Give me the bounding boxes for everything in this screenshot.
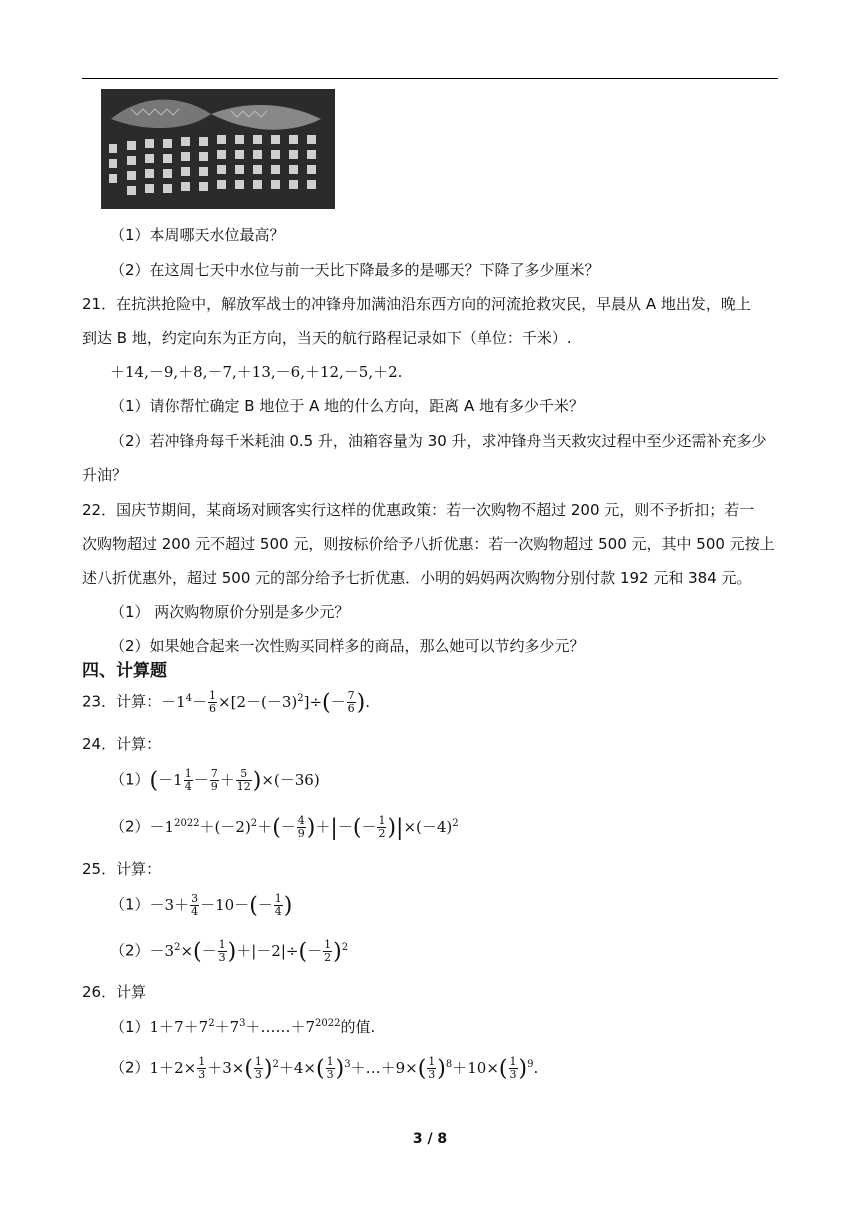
q26-sub1-expression: $1+7+7^2+7^3+\dots\dots+7^{2022}$ — [149, 1018, 341, 1036]
q21-sub1: （1）请你帮忙确定 B 地位于 A 地的什么方向，距离 A 地有多少千米？ — [110, 397, 584, 415]
q24-sub2-expression: $-1^{2022}+(-2)^2+(-$ $\frac{4}{9}$ )＋|－(－ $\frac{1}{2}$ )$|\times(-4)^2$ — [149, 814, 459, 840]
q25-sub2-expression: $-3^2\times(-$ $\frac{1}{3}$ )＋|－2|÷(－ $\frac{1}{2}$ )$^2$ — [149, 938, 349, 964]
q25-sub1-label: （1） — [110, 895, 150, 914]
q22-line3: 述八折优惠外，超过 500 元的部分给予七折优惠．小明的妈妈两次购物分别付款 192 元和 384 元。 — [82, 569, 752, 587]
q22-sub1: （1） 两次购物原价分别是多少元？ — [110, 603, 350, 621]
q25-sub1-expression: －3＋ $\frac{3}{4}$ －10－(－ $\frac{1}{4}$ ) — [149, 892, 293, 918]
q26-sub2-label: （2） — [110, 1058, 150, 1077]
page-indicator: 3 / 8 — [412, 1131, 448, 1147]
q24-prefix: 24．计算： — [82, 735, 162, 753]
q24-sub1-expression: (－1 $\frac{1}{4}$ － $\frac{7}{9}$ ＋ $\frac{5}{12}$ )×(－36) — [149, 767, 320, 793]
q26-sub2-expression: 1＋2× $\frac{1}{3}$ ＋3×( $\frac{1}{3}$ )$^2$＋4×( $\frac{1}{3}$ )$^3$＋…＋9×( $\frac{1}{3}$ )$^8$＋10×( $\frac{1}{3}$ )$^9$. — [149, 1055, 539, 1081]
q23-expression: $-1^4-$ $\frac{1}{6}$ $\times[2-(-3)^2]\div(-$ $\frac{7}{6}$ ). — [161, 689, 371, 715]
q25-prefix: 25．计算： — [82, 860, 162, 878]
q26-sub1 — [110, 1016, 375, 1037]
q23 — [82, 690, 370, 715]
q21-line1: 21．在抗洪抢险中，解放军战士的冲锋舟加满油沿东西方向的河流抢救灾民，早晨从 A 地出发，晚上 — [82, 295, 751, 313]
q26-prefix: 26．计算 — [82, 983, 147, 1001]
q26-sub1-label: （1） — [110, 1018, 150, 1036]
q21-sub2b: 升油？ — [82, 466, 128, 484]
q25-sub1 — [110, 893, 292, 918]
q21-record: ＋14,－9,＋8,－7,＋13,－6,＋12,－5,＋2. — [110, 363, 403, 381]
stone-inscription-image — [101, 89, 335, 209]
q22-line1: 22．国庆节期间，某商场对顾客实行这样的优惠政策：若一次购物不超过 200 元，则不予折扣；若一 — [82, 501, 755, 519]
q22-line2: 次购物超过 200 元不超过 500 元，则按标价给予八折优惠：若一次购物超过 500 元，其中 500 元按上 — [82, 535, 775, 553]
q22-sub2: （2）如果她合起来一次性购买同样多的商品，那么她可以节约多少元？ — [110, 637, 585, 655]
q25-sub2 — [110, 939, 348, 964]
q24-sub2-label: （2） — [110, 817, 150, 836]
q26-sub1-tail: 的值. — [340, 1018, 376, 1036]
q24-sub2 — [110, 815, 459, 840]
q26-sub2 — [110, 1056, 538, 1081]
section-heading: 四、计算题 — [82, 661, 167, 681]
q21-sub2a: （2）若冲锋舟每千米耗油 0.5 升，油箱容量为 30 升，求冲锋舟当天救灾过程中至少还需补充多少 — [110, 432, 767, 450]
q24-sub1 — [110, 768, 320, 793]
q20-sub2: （2）在这周七天中水位与前一天比下降最多的是哪天？下降了多少厘米？ — [110, 261, 600, 279]
q21-line2: 到达 B 地，约定向东为正方向，当天的航行路程记录如下（单位：千米）. — [82, 329, 572, 347]
q25-sub2-label: （2） — [110, 941, 150, 960]
q24-sub1-label: （1） — [110, 770, 150, 789]
q20-sub1: （1）本周哪天水位最高？ — [110, 226, 285, 244]
header-rule — [82, 78, 778, 79]
q23-prefix: 23．计算： — [82, 692, 162, 711]
